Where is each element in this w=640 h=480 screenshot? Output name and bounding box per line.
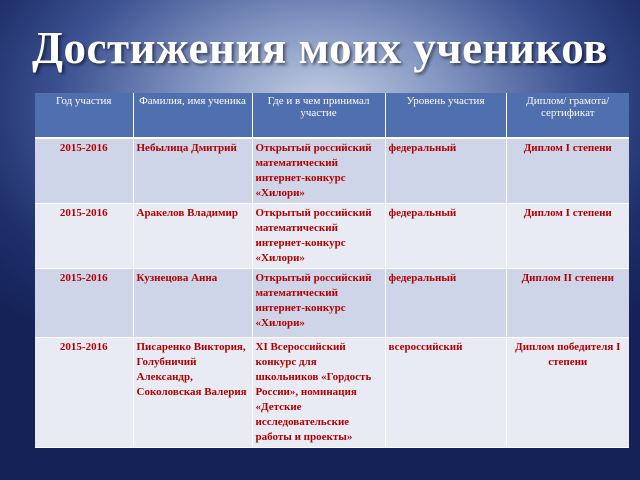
table-row: [35, 204, 629, 269]
cell-level: всероссийский: [385, 338, 506, 448]
cell-year: 2015-2016: [35, 338, 133, 448]
cell-student-name: Аракелов Владимир: [133, 204, 252, 269]
table-row: [35, 338, 629, 448]
cell-event: Открытый российский математический интернет-конкурс «Хилори»: [252, 204, 385, 269]
cell-year: 2015-2016: [35, 204, 133, 269]
cell-award: Диплом I степени: [506, 138, 629, 204]
cell-event: XI Всероссийский конкурс для школьников «Гордость России», номинация «Детские исследовательские работы и проекты»: [252, 338, 385, 448]
cell-event: Открытый российский математический интернет-конкурс «Хилори»: [252, 138, 385, 204]
cell-level: федеральный: [385, 138, 506, 204]
cell-student-name: Небылица Дмитрий: [133, 138, 252, 204]
cell-student-name: Писаренко Виктория, Голубничий Александр, Соколовская Валерия: [133, 338, 252, 448]
header-student-name: Фамилия, имя ученика: [133, 93, 252, 138]
table-header-row: [35, 93, 629, 138]
cell-student-name: Кузнецова Анна: [133, 269, 252, 338]
header-year: Год участия: [35, 93, 133, 138]
achievements-table: [35, 93, 629, 448]
cell-level: федеральный: [385, 204, 506, 269]
cell-award: Диплом II степени: [506, 269, 629, 338]
header-award: Диплом/ грамота/ сертификат: [506, 93, 629, 138]
achievements-table-container: [35, 93, 629, 448]
cell-award: Диплом победителя I степени: [506, 338, 629, 448]
table-row: [35, 138, 629, 204]
cell-event: Открытый российский математический интернет-конкурс «Хилори»: [252, 269, 385, 338]
slide-title: Достижения моих учеников: [32, 23, 608, 73]
cell-year: 2015-2016: [35, 269, 133, 338]
header-level: Уровень участия: [385, 93, 506, 138]
cell-year: 2015-2016: [35, 138, 133, 204]
cell-award: Диплом I степени: [506, 204, 629, 269]
table-row: [35, 269, 629, 338]
cell-level: федеральный: [385, 269, 506, 338]
header-event: Где и в чем принимал участие: [252, 93, 385, 138]
